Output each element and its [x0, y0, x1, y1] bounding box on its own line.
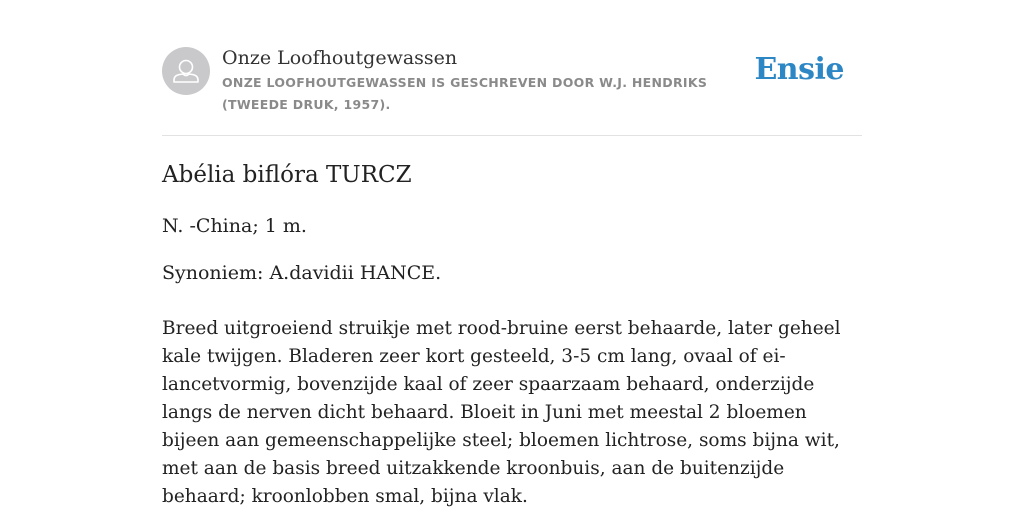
header-divider: [162, 135, 862, 136]
entry-origin: N. -China; 1 m.: [162, 215, 307, 237]
source-title[interactable]: Onze Loofhoutgewassen: [222, 47, 458, 69]
entry-body: Breed uitgroeiend struikje met rood-bruine eerst behaarde, later geheel kale twijgen. Bladeren zeer kort gesteeld, 3-5 cm lang, ovaal of ei-lancetvormig, bovenzijde kaal of zeer spaarzaam behaard, onderzijde langs de nerven dicht behaard. Bloeit in Juni met meestal 2 bloemen bijeen aan gemeenschappelijke steel; bloemen lichtrose, soms bijna wit, met aan de basis breed uitzakkende kroonbuis, aan de buitenzijde behaard; kroonlobben smal, bijna vlak.: [162, 318, 841, 507]
page: [162, 0, 862, 512]
entry-synonym: Synoniem: A.davidii HANCE.: [162, 262, 442, 284]
entry-title: Abélia biflóra TURCZ: [162, 162, 412, 188]
avatar: [162, 47, 210, 95]
source-description: ONZE LOOFHOUTGEWASSEN IS GESCHREVEN DOOR W.J. HENDRIKS (TWEEDE DRUK, 1957).: [222, 75, 708, 112]
user-outline-icon: [162, 47, 210, 95]
source-header: [162, 46, 862, 136]
brand-logo[interactable]: Ensie: [754, 52, 844, 87]
